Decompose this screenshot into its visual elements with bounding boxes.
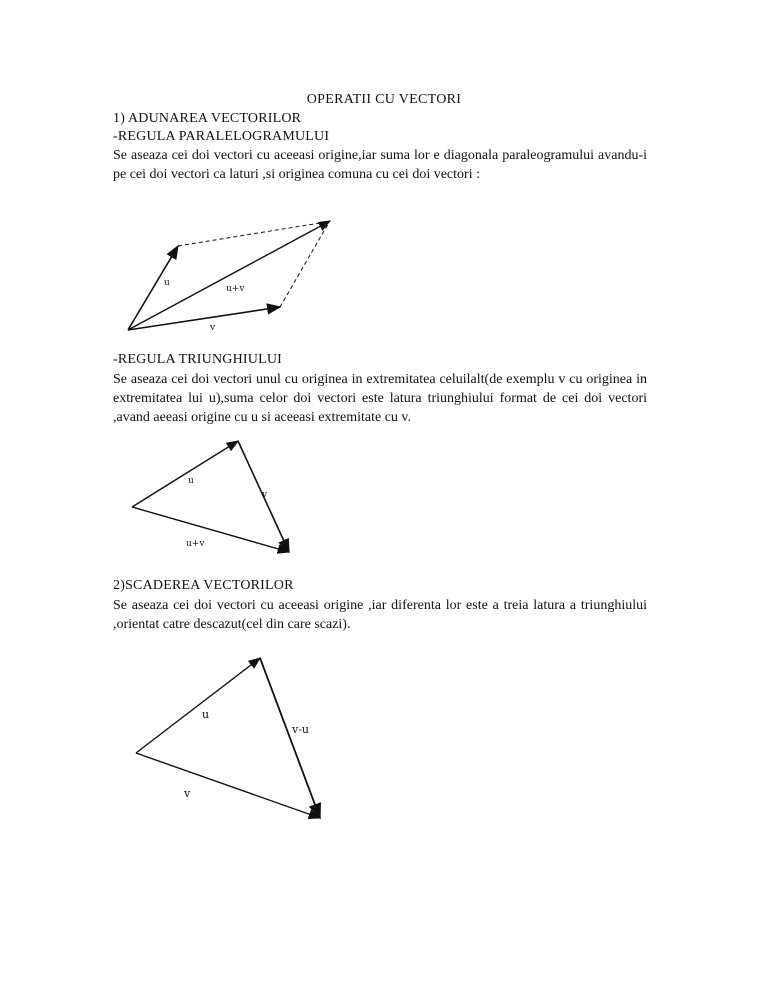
- section1-heading: 1) ADUNAREA VECTORILOR: [113, 111, 302, 126]
- label-diff: v-u: [292, 723, 310, 736]
- section2-heading: 2)SCADEREA VECTORILOR: [113, 578, 294, 593]
- label-u: u: [164, 278, 170, 288]
- vector-v: [136, 753, 320, 818]
- triangle-rule-heading: -REGULA TRIUNGHIULUI: [113, 352, 282, 367]
- label-sum: u+v: [226, 284, 245, 294]
- triangle-rule-text: Se aseaza cei doi vectori unul cu originea in extremitatea celuilalt(de exemplu v cu originea in extremitatea lui u),suma celor doi vectori este latura triunghiului format de cei doi vectori ,avand aeeasi origine cu u si aceeasi extremitate cu v.: [113, 372, 647, 425]
- label-u: u: [188, 476, 194, 486]
- label-v: v: [184, 787, 191, 800]
- parallelogram-rule-text: Se aseaza cei doi vectori cu aceeasi origine,iar suma lor e diagonala paraleogramului avandu-i pe cei doi vectori ca laturi ,si originea comuna cu cei doi vectori :: [113, 148, 647, 182]
- vector-u: [136, 658, 260, 753]
- label-v: v: [262, 490, 268, 500]
- parallelogram-rule-heading: -REGULA PARALELOGRAMULUI: [113, 129, 330, 144]
- vector-diff: [260, 658, 320, 818]
- page-title: OPERATII CU VECTORI: [306, 92, 462, 107]
- label-u: u: [202, 708, 210, 721]
- label-v: v: [210, 323, 216, 333]
- label-sum: u+v: [186, 539, 205, 549]
- subtraction-text: Se aseaza cei doi vectori cu aceeasi origine ,iar diferenta lor este a treia latura a triunghiului ,orientat catre descazut(cel din care scazi).: [113, 598, 647, 632]
